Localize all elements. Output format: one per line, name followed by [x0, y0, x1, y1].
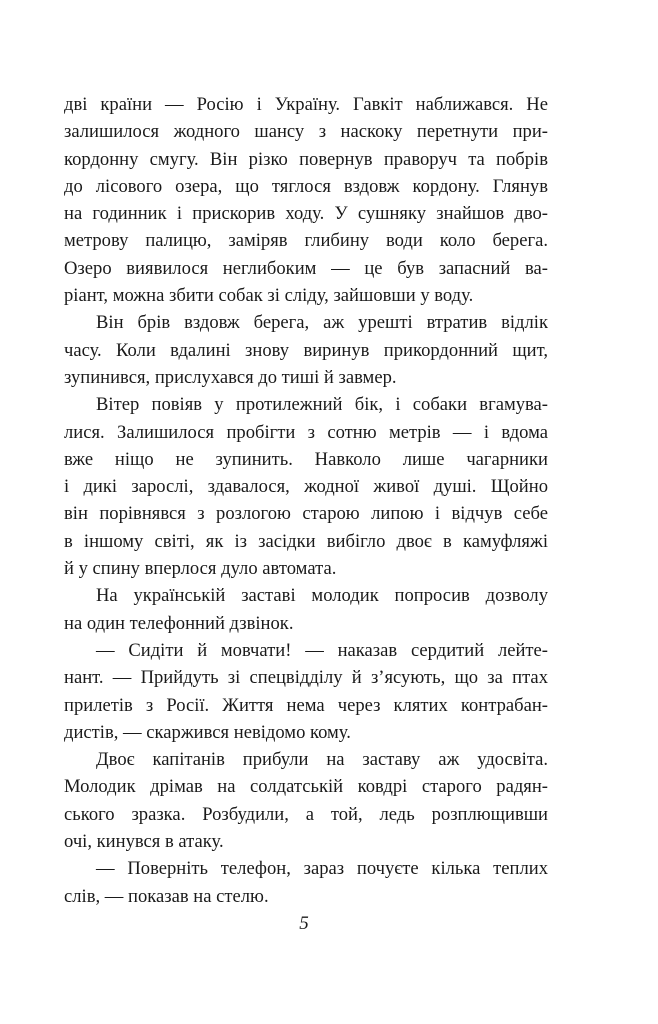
text-line: Озеро виявилося неглибоким — це був запасний ва-: [64, 257, 548, 279]
text-line: залишилося жодного шансу з наскоку перетнути при-: [64, 121, 548, 143]
text-line: в іншому світі, як із засідки вибігло двоє в камуфляжі: [64, 530, 548, 552]
text-line: На українській заставі молодик попросив дозволу: [96, 585, 548, 607]
text-line: дистів, — скаржився невідомо кому.: [64, 721, 351, 743]
text-line: зупинився, прислухався до тиші й завмер.: [64, 366, 397, 388]
text-line: нант. — Прийдуть зі спецвідділу й з’ясують, що за птах: [64, 667, 548, 689]
text-line: Він брів вздовж берега, аж урешті втратив відлік: [96, 312, 548, 334]
text-line: метрову палицю, заміряв глибину води коло берега.: [64, 230, 548, 252]
text-line: очі, кинувся в атаку.: [64, 831, 224, 853]
body-text: [64, 91, 548, 910]
text-line: вже ніщо не зупинить. Навколо лише чагарники: [64, 448, 548, 470]
text-line: дві країни — Росію і Україну. Гавкіт наближався. Не: [64, 94, 548, 115]
text-line: ського зразка. Розбудили, а той, ледь розплющивши: [64, 803, 548, 825]
text-line: прилетів з Росії. Життя нема через клятих контрабан-: [64, 694, 548, 716]
text-line: він порівнявся з розлогою старою липою і відчув себе: [64, 503, 548, 525]
text-line: на один телефонний дзвінок.: [64, 612, 294, 634]
text-line: — Поверніть телефон, зараз почуєте кілька теплих: [96, 858, 548, 880]
text-line: і дикі зарослі, здавалося, жодної живої душі. Щойно: [64, 476, 548, 498]
page-number: 5: [299, 913, 309, 934]
text-line: Вітер повіяв у протилежний бік, і собаки вгамува-: [96, 394, 548, 416]
text-line: Молодик дрімав на солдатській ковдрі старого радян-: [64, 776, 548, 798]
text-line: ріант, можна збити собак зі сліду, зайшовши у воду.: [64, 285, 474, 307]
text-line: лися. Залишилося пробігти з сотню метрів — і вдома: [64, 421, 548, 443]
text-line: й у спину вперлося дуло автомата.: [64, 558, 337, 580]
text-line: кордонну смугу. Він різко повернув праворуч та побрів: [64, 148, 548, 170]
text-line: Двоє капітанів прибули на заставу аж удосвіта.: [96, 749, 548, 771]
text-line: часу. Коли вдалині знову виринув прикордонний щит,: [64, 339, 548, 361]
text-line: на годинник і прискорив ходу. У сушняку знайшов дво-: [64, 203, 548, 225]
text-line: слів, — показав на стелю.: [64, 885, 269, 907]
text-line: до лісового озера, що тяглося вздовж кордону. Глянув: [64, 175, 548, 197]
text-line: — Сидіти й мовчати! — наказав сердитий лейте-: [96, 639, 548, 661]
